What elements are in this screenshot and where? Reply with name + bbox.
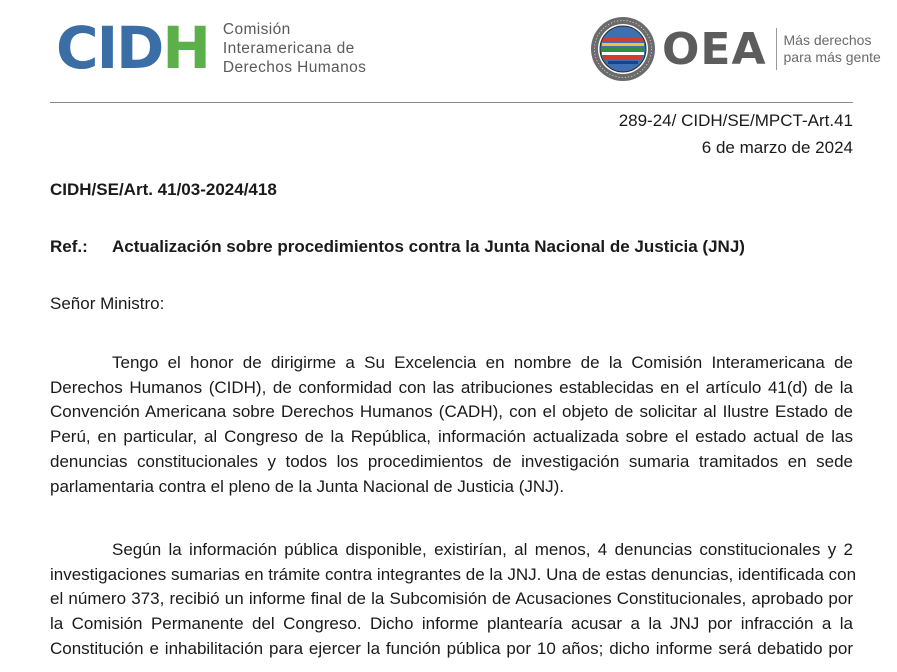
paragraph-line: Convención Americana sobre Derechos Humanos (CADH), con el objeto de solicitar al Ilustre Estado de: [50, 402, 853, 422]
paragraph-line: parlamentaria contra el pleno de la Junta Nacional de Justicia (JNJ).: [50, 476, 565, 496]
cidh-logo: [56, 14, 367, 82]
oea-tagline-line: para más gente: [783, 49, 881, 65]
reference-block: [619, 107, 853, 161]
subject-line: [50, 235, 853, 260]
paragraph-line: Según la información pública disponible, existirían, al menos, 4 denuncias constitucionales y 2: [112, 540, 853, 559]
paragraph-line: Derechos Humanos (CIDH), de conformidad con las atribuciones establecidas en el artículo 41(d) de la: [50, 377, 853, 397]
paragraph-line: la Comisión Permanente del Congreso. Dicho informe plantearía acusar a la JNJ por infracción a la: [50, 614, 853, 634]
cidh-letter-i: I: [96, 14, 117, 82]
oea-logo: [590, 14, 881, 84]
cidh-name-line: Comisión: [222, 20, 291, 38]
oea-wordmark: OEA: [662, 23, 767, 75]
letter-date: 6 de marzo de 2024: [701, 138, 853, 157]
cidh-name-line: Derechos Humanos: [222, 58, 367, 76]
cidh-letter-h: H: [162, 14, 209, 82]
paragraph-line: Perú, en particular, al Congreso de la República, información actualizada sobre el estado actual de las: [50, 427, 853, 447]
reference-code: 289-24/ CIDH/SE/MPCT-Art.41: [618, 111, 853, 130]
oea-tagline-line: Más derechos: [783, 32, 872, 48]
cidh-name-line: Interamericana de: [222, 39, 355, 57]
subject-text: Actualización sobre procedimientos contra la Junta Nacional de Justicia (JNJ): [112, 237, 745, 256]
paragraph-line: investigaciones sumarias en trámite contra integrantes de la JNJ. Una de estas denuncias, identificada con: [50, 564, 857, 584]
paragraph-line: Constitución e inhabilitación para ejercer la función pública por 10 años; dicho informe será debatido por: [50, 638, 853, 658]
paragraph-line: Tengo el honor de dirigirme a Su Excelencia en nombre de la Comisión Interamericana de: [112, 353, 853, 372]
oea-tagline: [784, 32, 881, 66]
cidh-full-name: [223, 20, 366, 77]
cidh-wordmark: [56, 14, 209, 82]
letterhead: [0, 0, 897, 100]
header-divider: [50, 102, 853, 103]
paragraph-1: [50, 351, 853, 499]
cidh-letter-c: C: [56, 14, 97, 82]
cidh-letter-d: D: [116, 14, 163, 82]
paragraph-line: el número 373, recibió un informe final de la Subcomisión de Acusaciones Constitucionales, aprobado por: [50, 589, 853, 609]
oea-seal-icon: [590, 16, 656, 82]
oea-divider: [776, 28, 777, 70]
paragraph-2: [50, 538, 857, 662]
document-number: CIDH/SE/Art. 41/03-2024/418: [50, 180, 277, 199]
subject-label: Ref.:: [50, 237, 88, 256]
paragraph-line: denuncias constitucionales y todos los procedimientos de investigación sumaria tramitados en sede: [50, 451, 853, 471]
salutation: Señor Ministro:: [50, 294, 165, 313]
